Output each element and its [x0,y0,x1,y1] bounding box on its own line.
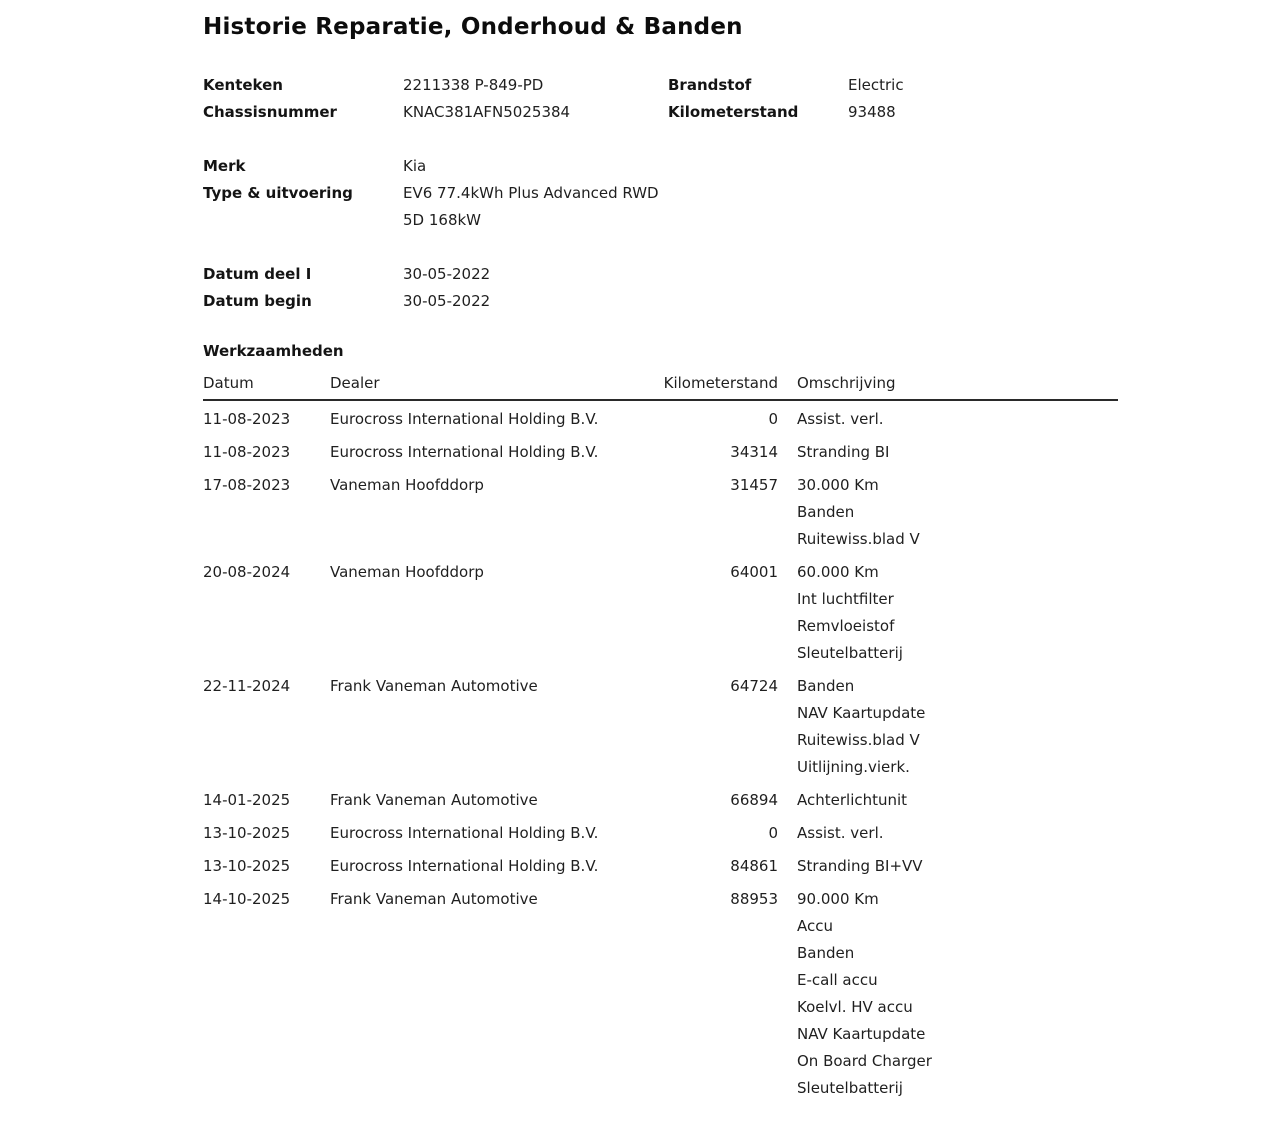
info-label: Merk [203,157,246,175]
omschrijving-line: 30.000 Km [797,476,879,494]
cell-kilometerstand: 64001 [730,563,778,581]
table-row [203,406,1118,433]
table-body [203,406,1118,1102]
cell-dealer: Eurocross International Holding B.V. [330,410,599,428]
cell-dealer: Vaneman Hoofddorp [330,563,484,581]
cell-datum: 13-10-2025 [203,857,291,875]
info-row [203,99,1240,126]
info-row [203,153,1240,180]
omschrijving-line: Assist. verl. [797,824,884,842]
table-row [203,559,1118,667]
column-gap [778,559,797,667]
cell-dealer: Frank Vaneman Automotive [330,677,538,695]
cell-dealer: Vaneman Hoofddorp [330,476,484,494]
omschrijving-line: 60.000 Km [797,563,879,581]
info-value: Kia [403,157,427,175]
omschrijving-line: Ruitewiss.blad V [797,731,920,749]
cell-kilometerstand: 84861 [730,857,778,875]
table-header-row [203,374,1118,401]
cell-omschrijving [797,886,1118,1102]
cell-datum: 17-08-2023 [203,476,291,494]
cell-kilometerstand: 31457 [730,476,778,494]
section-title-werkzaamheden: Werkzaamheden [203,342,344,360]
cell-dealer: Frank Vaneman Automotive [330,890,538,908]
column-gap [778,673,797,781]
info-label [668,288,848,315]
omschrijving-line: Uitlijning.vierk. [797,758,910,776]
omschrijving-line: NAV Kaartupdate [797,704,926,722]
cell-kilometerstand: 0 [768,824,778,842]
info-value [848,180,1240,234]
cell-kilometerstand: 66894 [730,791,778,809]
cell-omschrijving [797,472,1118,553]
info-label [668,153,848,180]
cell-omschrijving [797,439,1118,466]
omschrijving-line: Remvloeistof [797,617,895,635]
info-value: KNAC381AFN5025384 [403,103,571,121]
cell-omschrijving [797,673,1118,781]
info-value [848,153,1240,180]
info-label [668,180,848,234]
omschrijving-line: Banden [797,503,855,521]
column-gap [778,886,797,1102]
omschrijving-line: On Board Charger [797,1052,932,1070]
info-row [203,72,1240,99]
cell-omschrijving [797,820,1118,847]
info-value: EV6 77.4kWh Plus Advanced RWD 5D 168kW [403,184,659,229]
cell-datum: 13-10-2025 [203,824,291,842]
cell-dealer: Eurocross International Holding B.V. [330,857,599,875]
cell-omschrijving [797,787,1118,814]
column-header-kilometerstand: Kilometerstand [663,374,778,392]
omschrijving-line: Banden [797,944,855,962]
cell-dealer: Eurocross International Holding B.V. [330,824,599,842]
table-row [203,439,1118,466]
info-value: 93488 [848,103,896,121]
table-row [203,472,1118,553]
work-history-table [203,374,1118,1102]
vehicle-info [203,72,1240,315]
info-value: 2211338 P-849-PD [403,76,544,94]
table-row [203,886,1118,1102]
cell-datum: 14-10-2025 [203,890,291,908]
info-group [203,261,1240,315]
table-row [203,787,1118,814]
table-row [203,820,1118,847]
column-header-datum: Datum [203,374,254,392]
cell-datum: 20-08-2024 [203,563,291,581]
cell-datum: 22-11-2024 [203,677,291,695]
omschrijving-line: E-call accu [797,971,878,989]
info-label: Chassisnummer [203,103,337,121]
cell-omschrijving [797,853,1118,880]
info-label: Type & uitvoering [203,184,353,202]
info-group [203,153,1240,234]
info-value: Electric [848,76,904,94]
table-row [203,673,1118,781]
omschrijving-line: 90.000 Km [797,890,879,908]
column-gap [778,472,797,553]
info-value [848,288,1240,315]
omschrijving-line: Stranding BI [797,443,890,461]
info-value [848,261,1240,288]
info-label: Datum begin [203,292,312,310]
info-label: Kenteken [203,76,283,94]
info-row [203,261,1240,288]
info-label: Brandstof [668,76,752,94]
column-header-omschrijving: Omschrijving [797,374,896,392]
cell-kilometerstand: 88953 [730,890,778,908]
cell-omschrijving [797,406,1118,433]
cell-kilometerstand: 0 [768,410,778,428]
omschrijving-line: Sleutelbatterij [797,1079,903,1097]
cell-omschrijving [797,559,1118,667]
column-gap [778,787,797,814]
info-row [203,180,1240,234]
info-group [203,72,1240,126]
omschrijving-line: Achterlichtunit [797,791,908,809]
omschrijving-line: Koelvl. HV accu [797,998,913,1016]
omschrijving-line: NAV Kaartupdate [797,1025,926,1043]
cell-datum: 11-08-2023 [203,410,291,428]
info-label [668,261,848,288]
omschrijving-line: Stranding BI+VV [797,857,923,875]
omschrijving-line: Ruitewiss.blad V [797,530,920,548]
column-gap [778,374,797,393]
info-label: Kilometerstand [668,103,799,121]
column-gap [778,406,797,433]
cell-kilometerstand: 64724 [730,677,778,695]
omschrijving-line: Banden [797,677,855,695]
column-gap [778,439,797,466]
cell-dealer: Eurocross International Holding B.V. [330,443,599,461]
page-title: Historie Reparatie, Onderhoud & Banden [203,14,743,40]
omschrijving-line: Int luchtfilter [797,590,894,608]
omschrijving-line: Sleutelbatterij [797,644,903,662]
cell-dealer: Frank Vaneman Automotive [330,791,538,809]
cell-datum: 11-08-2023 [203,443,291,461]
cell-datum: 14-01-2025 [203,791,291,809]
info-label: Datum deel I [203,265,312,283]
cell-kilometerstand: 34314 [730,443,778,461]
table-row [203,853,1118,880]
info-row [203,288,1240,315]
info-value: 30-05-2022 [403,265,491,283]
omschrijving-line: Assist. verl. [797,410,884,428]
column-gap [778,820,797,847]
column-header-dealer: Dealer [330,374,380,392]
omschrijving-line: Accu [797,917,833,935]
info-value: 30-05-2022 [403,292,491,310]
column-gap [778,853,797,880]
